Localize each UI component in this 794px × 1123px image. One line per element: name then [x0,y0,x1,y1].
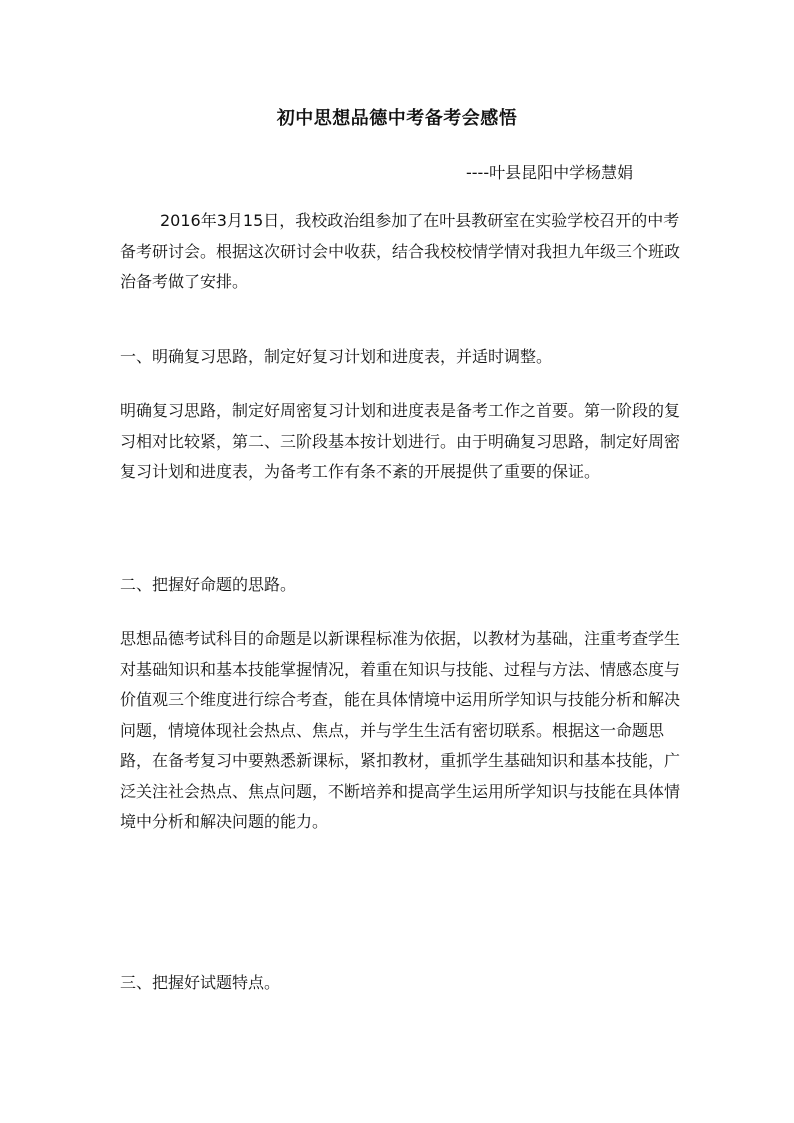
section-3-heading: 三、把握好试题特点。 [120,973,281,992]
section-2-paragraph: 思想品德考试科目的命题是以新课程标准为依据，以教材为基础，注重考查学生对基础知识和基本技能掌握情况，着重在知识与技能、过程与方法、情感态度与价值观三个维度进行综合考查，能在具体情境中运用所学知识与技能分析和解决问题，情境体现社会热点、焦点，并与学生生活有密切联系。根据这一命题思路，在备考复习中要熟悉新课标，紧扣教材，重抓学生基础知识和基本技能，广泛关注社会热点、焦点问题，不断培养和提高学生运用所学知识与技能在具体情境中分析和解决问题的能力。 [120,629,681,831]
intro-paragraph: 2016年3月15日，我校政治组参加了在叶县教研室在实验学校召开的中考备考研讨会。根据这次研讨会中收获，结合我校校情学情对我担九年级三个班政治备考做了安排。 [120,211,681,291]
author-line: ----叶县昆阳中学杨慧娟 [466,163,634,182]
section-1-paragraph: 明确复习思路，制定好周密复习计划和进度表是备考工作之首要。第一阶段的复习相对比较紧，第二、三阶段基本按计划进行。由于明确复习思路，制定好周密复习计划和进度表，为备考工作有条不紊的开展提供了重要的保证。 [120,401,681,481]
document-title: 初中思想品德中考备考会感悟 [276,108,518,129]
section-1-heading: 一、明确复习思路，制定好复习计划和进度表，并适时调整。 [120,347,553,366]
section-2-heading: 二、把握好命题的思路。 [120,575,297,594]
